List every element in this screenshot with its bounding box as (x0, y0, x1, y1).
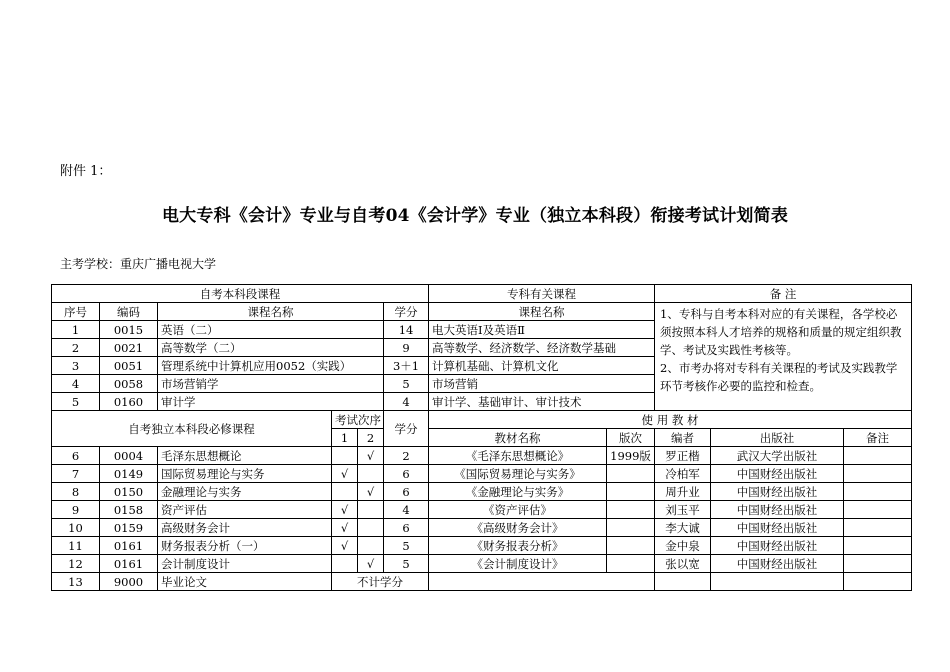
book-name-cell: 《高级财务会计》 (429, 519, 607, 537)
publisher-cell: 武汉大学出版社 (711, 447, 844, 465)
remarks-line: 2、市考办将对专科有关课程的考试及实践教学环节考核作必要的监控和检查。 (660, 361, 898, 393)
code-header: 编码 (100, 303, 158, 321)
exam-order-1-cell: √ (332, 519, 358, 537)
exam-order-2-cell (358, 519, 384, 537)
course-name-cell: 会计制度设计 (158, 555, 332, 573)
exam-order-1-cell: √ (332, 537, 358, 555)
code-cell: 0161 (100, 537, 158, 555)
exam-order-1-cell: √ (332, 501, 358, 519)
exam-plan-table (51, 284, 912, 591)
note-cell (844, 501, 912, 519)
publisher-cell: 中国财经出版社 (711, 519, 844, 537)
required-courses-header: 自考独立本科段必修课程 (52, 411, 332, 447)
exam-order-2-cell (358, 465, 384, 483)
author-cell: 周升业 (655, 483, 711, 501)
course-name-cell: 高等数学（二） (158, 339, 384, 357)
related-name-header: 课程名称 (429, 303, 655, 321)
seq-cell: 12 (52, 555, 100, 573)
book-name-cell: 《会计制度设计》 (429, 555, 607, 573)
order-2-header: 2 (358, 429, 384, 447)
seq-cell: 2 (52, 339, 100, 357)
order-1-header: 1 (332, 429, 358, 447)
note-cell (844, 447, 912, 465)
note-header: 备注 (844, 429, 912, 447)
course-name-cell: 财务报表分析（一） (158, 537, 332, 555)
code-cell: 0021 (100, 339, 158, 357)
remarks-text (655, 303, 912, 411)
credit-cell: 4 (384, 393, 429, 411)
seq-cell: 3 (52, 357, 100, 375)
credit-cell: 5 (384, 375, 429, 393)
edition-cell (607, 483, 655, 501)
credit-header-b: 学分 (384, 411, 429, 447)
thesis-row (52, 573, 912, 591)
empty-cell (655, 573, 711, 591)
seq-cell: 4 (52, 375, 100, 393)
related-course-cell: 电大英语Ⅰ及英语Ⅱ (429, 321, 655, 339)
author-cell: 罗正楷 (655, 447, 711, 465)
exam-order-1-cell (332, 447, 358, 465)
exam-order-2-cell (358, 537, 384, 555)
code-cell: 0161 (100, 555, 158, 573)
exam-order-2-cell: √ (358, 555, 384, 573)
empty-cell (429, 573, 655, 591)
note-cell (844, 483, 912, 501)
course-row (52, 465, 912, 483)
book-name-cell: 《毛泽东思想概论》 (429, 447, 607, 465)
course-row (52, 519, 912, 537)
course-name-cell: 管理系统中计算机应用0052（实践） (158, 357, 384, 375)
author-cell: 李大诚 (655, 519, 711, 537)
course-name-cell: 金融理论与实务 (158, 483, 332, 501)
credit-cell: 6 (384, 465, 429, 483)
book-name-cell: 《财务报表分析》 (429, 537, 607, 555)
credit-cell: 14 (384, 321, 429, 339)
course-row (52, 483, 912, 501)
no-credit-cell: 不计学分 (332, 573, 429, 591)
exam-order-1-cell: √ (332, 465, 358, 483)
materials-header: 使 用 教 材 (429, 411, 912, 429)
course-row (52, 537, 912, 555)
note-cell (844, 555, 912, 573)
author-cell: 冷柏军 (655, 465, 711, 483)
remarks-line: 1、专科与自考本科对应的有关课程，各学校必须按照本科人才培养的规格和质量的规定组织教学、考试及实践性考核等。 (660, 307, 902, 357)
exam-order-1-cell (332, 555, 358, 573)
edition-header: 版次 (607, 429, 655, 447)
code-cell: 9000 (100, 573, 158, 591)
credit-cell: 5 (384, 537, 429, 555)
seq-header: 序号 (52, 303, 100, 321)
seq-cell: 7 (52, 465, 100, 483)
credit-cell: 3＋1 (384, 357, 429, 375)
credit-cell: 6 (384, 519, 429, 537)
exam-order-2-cell: √ (358, 447, 384, 465)
empty-cell (711, 573, 844, 591)
exam-order-1-cell (332, 483, 358, 501)
seq-cell: 11 (52, 537, 100, 555)
publisher-cell: 中国财经出版社 (711, 537, 844, 555)
related-course-cell: 高等数学、经济数学、经济数学基础 (429, 339, 655, 357)
seq-cell: 1 (52, 321, 100, 339)
note-cell (844, 537, 912, 555)
code-cell: 0160 (100, 393, 158, 411)
author-cell: 张以宽 (655, 555, 711, 573)
book-name-cell: 《金融理论与实务》 (429, 483, 607, 501)
credit-cell: 2 (384, 447, 429, 465)
course-name-cell: 毕业论文 (158, 573, 332, 591)
remarks-header: 备 注 (655, 285, 912, 303)
author-header: 编者 (655, 429, 711, 447)
credit-cell: 5 (384, 555, 429, 573)
empty-cell (844, 573, 912, 591)
credit-cell: 4 (384, 501, 429, 519)
attachment-label: 附件 1： (60, 164, 112, 179)
exam-order-2-cell: √ (358, 483, 384, 501)
course-row (52, 501, 912, 519)
column-header-row (52, 303, 912, 321)
course-name-cell: 资产评估 (158, 501, 332, 519)
seq-cell: 6 (52, 447, 100, 465)
book-name-cell: 《资产评估》 (429, 501, 607, 519)
edition-cell (607, 555, 655, 573)
seq-cell: 13 (52, 573, 100, 591)
exam-order-2-cell (358, 501, 384, 519)
code-cell: 0004 (100, 447, 158, 465)
exam-order-header: 考试次序 (332, 411, 384, 429)
code-cell: 0159 (100, 519, 158, 537)
code-cell: 0015 (100, 321, 158, 339)
book-name-cell: 《国际贸易理论与实务》 (429, 465, 607, 483)
course-name-cell: 毛泽东思想概论 (158, 447, 332, 465)
code-cell: 0058 (100, 375, 158, 393)
course-name-cell: 国际贸易理论与实务 (158, 465, 332, 483)
course-name-cell: 市场营销学 (158, 375, 384, 393)
course-row (52, 447, 912, 465)
edition-cell (607, 537, 655, 555)
section-b-header-row (52, 411, 912, 429)
code-cell: 0150 (100, 483, 158, 501)
publisher-cell: 中国财经出版社 (711, 465, 844, 483)
seq-cell: 9 (52, 501, 100, 519)
note-cell (844, 519, 912, 537)
group-header-row (52, 285, 912, 303)
seq-cell: 5 (52, 393, 100, 411)
self-exam-header: 自考本科段课程 (52, 285, 429, 303)
publisher-cell: 中国财经出版社 (711, 483, 844, 501)
code-cell: 0051 (100, 357, 158, 375)
document-title: 电大专科《会计》专业与自考04《会计学》专业（独立本科段）衔接考试计划简表 (161, 206, 789, 226)
publisher-cell: 中国财经出版社 (711, 555, 844, 573)
credit-cell: 9 (384, 339, 429, 357)
related-course-cell: 市场营销 (429, 375, 655, 393)
related-course-header: 专科有关课程 (429, 285, 655, 303)
seq-cell: 8 (52, 483, 100, 501)
course-name-header: 课程名称 (158, 303, 384, 321)
author-cell: 金中泉 (655, 537, 711, 555)
code-cell: 0149 (100, 465, 158, 483)
edition-cell (607, 519, 655, 537)
related-course-cell: 审计学、基础审计、审计技术 (429, 393, 655, 411)
seq-cell: 10 (52, 519, 100, 537)
edition-cell: 1999版 (607, 447, 655, 465)
edition-cell (607, 501, 655, 519)
related-course-cell: 计算机基础、计算机文化 (429, 357, 655, 375)
author-cell: 刘玉平 (655, 501, 711, 519)
course-name-cell: 高级财务会计 (158, 519, 332, 537)
edition-cell (607, 465, 655, 483)
course-name-cell: 审计学 (158, 393, 384, 411)
note-cell (844, 465, 912, 483)
course-name-cell: 英语（二） (158, 321, 384, 339)
publisher-header: 出版社 (711, 429, 844, 447)
code-cell: 0158 (100, 501, 158, 519)
publisher-cell: 中国财经出版社 (711, 501, 844, 519)
credit-header: 学分 (384, 303, 429, 321)
credit-cell: 6 (384, 483, 429, 501)
course-row (52, 555, 912, 573)
book-name-header: 教材名称 (429, 429, 607, 447)
host-school: 主考学校：重庆广播电视大学 (60, 257, 217, 271)
